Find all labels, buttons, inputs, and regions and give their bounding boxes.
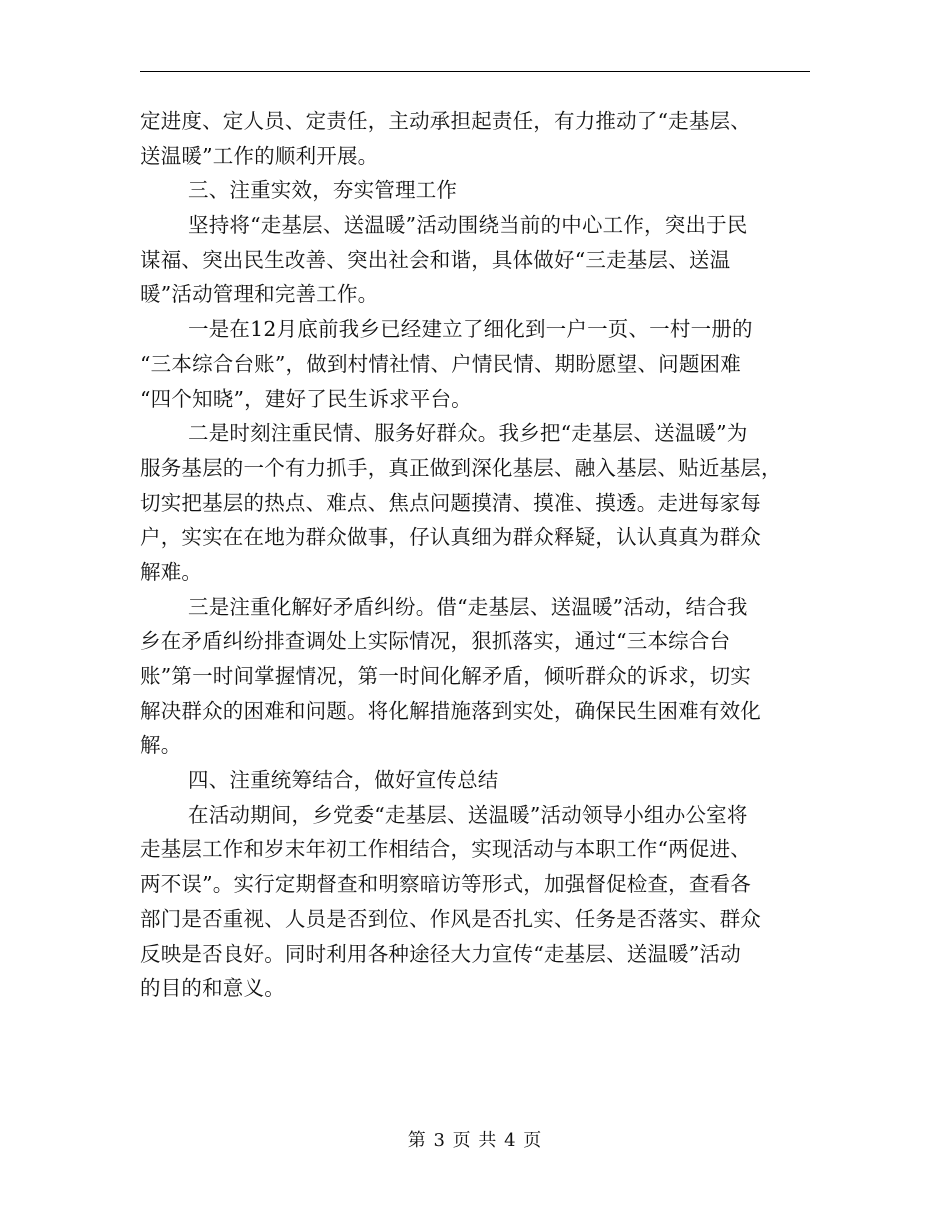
header-rule: [140, 71, 810, 72]
text-line: “三本综合台账”，做到村情社情、户情民情、期盼愿望、问题困难: [140, 351, 741, 376]
text-line: 的目的和意义。: [140, 976, 285, 1001]
text-line: 解。: [140, 733, 182, 758]
text-line: 坚持将“走基层、送温暖”活动围绕当前的中心工作，突出于民: [188, 213, 748, 238]
page-footer: 第 3 页 共 4 页: [407, 1130, 543, 1151]
text-line: 反映是否良好。同时利用各种途径大力宣传“走基层、送温暖”活动: [140, 941, 741, 966]
text-line: “四个知晓”，建好了民生诉求平台。: [140, 386, 472, 411]
text-line: 定进度、定人员、定责任，主动承担起责任，有力推动了“走基层、: [140, 109, 751, 133]
text-line: 服务基层的一个有力抓手，真正做到深化基层、融入基层、贴近基层，: [140, 455, 782, 480]
text-line: 走基层工作和岁末年初工作相结合，实现活动与本职工作“两促进、: [140, 837, 751, 862]
text-line: 账”第一时间掌握情况，第一时间化解矛盾，倾听群众的诉求，切实: [140, 664, 751, 688]
text-line: 解决群众的困难和问题。将化解措施落到实处，确保民生困难有效化: [140, 698, 761, 723]
document-body: [140, 104, 810, 1006]
text-line: 乡在矛盾纠纷排查调处上实际情况，狠抓落实，通过“三本综合台: [140, 629, 731, 654]
text-line: 暖”活动管理和完善工作。: [140, 282, 379, 307]
text-line: 切实把基层的热点、难点、焦点问题摸清、摸准、摸透。走进每家每: [140, 490, 761, 515]
text-line: 二是时刻注重民情、服务好群众。我乡把“走基层、送温暖”为: [188, 421, 748, 446]
text-line: 户，实实在在地为群众做事，仔认真细为群众释疑，认认真真为群众: [140, 525, 761, 550]
text-line: 三、注重实效，夯实管理工作: [188, 178, 458, 203]
text-line: 部门是否重视、人员是否到位、作风是否扎实、任务是否落实、群众: [140, 906, 761, 931]
text-line: 送温暖”工作的顺利开展。: [140, 143, 379, 168]
text-line: 两不误”。实行定期督查和明察暗访等形式，加强督促检查，查看各: [140, 872, 751, 897]
text-line: 谋福、突出民生改善、突出社会和谐，具体做好“三走基层、送温: [140, 247, 731, 272]
text-line: 三是注重化解好矛盾纠纷。借“走基层、送温暖”活动，结合我: [188, 594, 748, 619]
text-line: 四、注重统筹结合，做好宣传总结: [188, 768, 499, 793]
text-line: 一是在12月底前我乡已经建立了细化到一户一页、一村一册的: [188, 317, 753, 342]
text-line: 解难。: [140, 559, 203, 584]
text-line: 在活动期间，乡党委“走基层、送温暖”活动领导小组办公室将: [188, 802, 748, 827]
